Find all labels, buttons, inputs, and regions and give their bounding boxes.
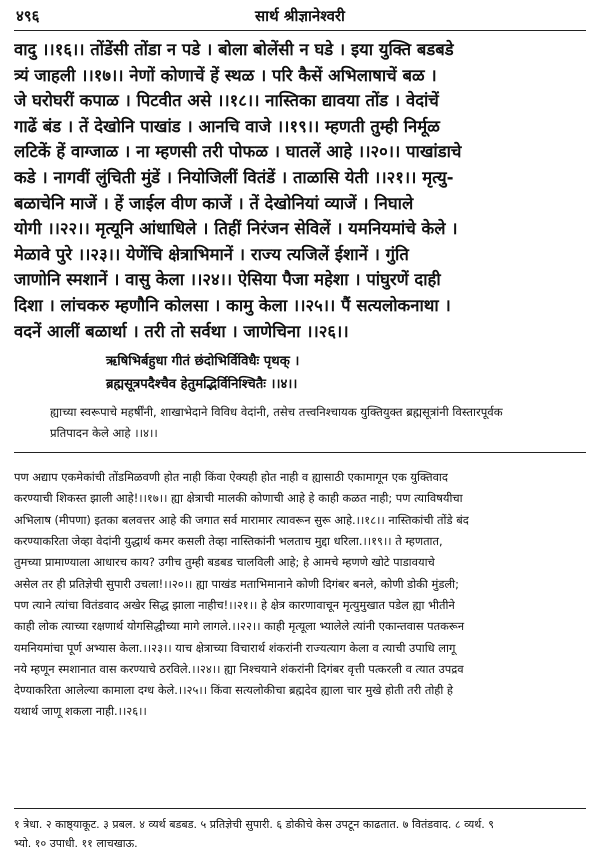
verse-line: कडे । नागवीं लुंचिती मुंडें । नियोजिलीं वितंडें । ताळासि येती ।।२१।। मृत्यु- xyxy=(14,167,454,187)
sanskrit-shloka xyxy=(106,350,586,396)
commentary-line: यथार्थ जाणू शकला नाही.।।२६।। xyxy=(14,704,147,719)
section-divider xyxy=(14,452,586,453)
shloka-line: ब्रह्मसूत्रपदैश्चैव हेतुमद्भिर्विनिश्चितैः ।।४।। xyxy=(106,377,298,393)
verse-line: जे घरोघरीं कपाळ । पिटवीत असे ।।१८।। नास्तिका द्यावया तोंड । वेदांचें xyxy=(14,91,439,111)
commentary-line: अभिलाष (मीपणा) इतका बलवत्तर आहे की जगात सर्व मारामार त्यावरून सुरू आहे.।।१८।। नास्तिकांची तोंडे बंद xyxy=(14,512,469,527)
commentary-line: करण्याकरिता जेव्हा वेदांनी युद्धार्थ कमर कसली तेव्हा नास्तिकांनी भलताच मुद्दा धरिला.।।१९।। ते म्हणतात, xyxy=(14,534,443,549)
shloka-translation xyxy=(50,402,586,444)
verse-line: मेळावे पुरे ।।२३।। येणेंचि क्षेत्राभिमानें । राज्य त्यजिलें ईशानें । गुंति xyxy=(14,244,409,264)
page-header xyxy=(14,0,586,31)
commentary-line: पण त्याने त्यांचा वितंडवाद अखेर सिद्ध झाला नाहीच!।।२१।। हे क्षेत्र कारणावाचून मृत्युमुखात पडेल ह्या भीतीने xyxy=(14,597,455,612)
verse-line: जाणोनि स्मशानें । वासु केला ।।२४।। ऐसिया पैजा महेशा । पांघुरणें दाही xyxy=(14,270,441,290)
footnote-line: भ्यो. १० उपाधी. ११ लाचखाऊ. xyxy=(14,837,138,850)
verse-line: गाढें बंड । तें देखोनि पाखांड । आनचि वाजे ।।१९।। म्हणती तुम्ही निर्मूळ xyxy=(14,116,440,136)
verse-line: योगी ।।२२।। मृत्यूनि आंधाधिले । तिहीं निरंजन सेविलें । यमनियमांचे केले । xyxy=(14,219,458,239)
verse-line: दिशा । लांचकरु म्हणौनि कोलसा । कामु केला ।।२५।। पैं सत्यलोकनाथा । xyxy=(14,295,451,315)
footnotes xyxy=(14,808,586,853)
footnote-line: १ त्रेधा. २ काष्ठ्याकूट. ३ प्रबल. ४ व्यर्थ बडबड. ५ प्रतिज्ञेची सुपारी. ६ डोकीचे केस उपटून काढतात. ७ वितंडवाद. ८ व्यर्थ. ९ xyxy=(14,818,495,831)
commentary-line: यमनियमांचा पूर्ण अभ्यास केला.।।२३।। याच क्षेत्राच्या विचारार्थ शंकरांनी राज्यत्याग केला व त्याची उपाधि लागू xyxy=(14,640,456,655)
verse-line: त्र्यं जाहली ।।१७।। नेणों कोणाचें हें स्थळ । परि कैसें अभिलाषाचें बळ । xyxy=(14,65,437,85)
shloka-line: ऋषिभिर्बहुधा गीतं छंदोभिर्विविधैः पृथक् । xyxy=(106,354,300,370)
commentary-line: तुमच्या प्रामाण्याला आधारच काय? उगीच तुम्ही बडबड चालविली आहे; हे आमचे म्हणणे खोटे पाडावयाचे xyxy=(14,555,435,570)
translation-line: ह्याच्या स्वरूपाचे महर्षींनी, शाखाभेदाने विविध वेदांनी, तसेच तत्त्वनिश्चायक युक्तियुक्त ब्रह्मसूत्रांनी विस्तारपूर्वक xyxy=(50,405,503,420)
commentary-line: करण्याची शिकस्त झाली आहे!।।१७।। ह्या क्षेत्राची मालकी कोणाची आहे हे काही कळत नाही; पण त्याविषयीचा xyxy=(14,491,463,506)
commentary-line: नये म्हणून स्मशानात वास करण्याचे ठरविले.।।२४।। ह्या निश्चयाने शंकरांनी दिगंबर वृत्ती पत्करली व त्यात उपद्रव xyxy=(14,661,464,676)
commentary-line: देण्याकरिता आलेल्या कामाला दग्ध केले.।।२५।। किंवा सत्यलोकीचा ब्रह्मदेव ह्याला चार मुखे होती तरी तोही हे xyxy=(14,683,453,698)
commentary-line: असेल तर ही प्रतिज्ञेची सुपारी उचला!।।२०।। ह्या पाखंड मताभिमानाने कोणी दिगंबर बनले, कोणी डोकी मुंडली; xyxy=(14,576,459,591)
commentary-block xyxy=(14,467,586,723)
commentary-line: काही लोक त्याच्या रक्षणार्थ योगसिद्धीच्या मागे लागले.।।२२।। काही मृत्यूला भ्यालेले त्यांनी एकान्तवास पतकरून xyxy=(14,619,465,634)
verse-line: लटिकें हें वाग्जाळ । ना म्हणसी तरी पोफळ । घातलें आहे ।।२०।। पाखांडाचे xyxy=(14,142,462,162)
verse-line: वदनें आलीं बळार्था । तरी तो सर्वथा । जाणेचिना ।।२६।। xyxy=(14,321,349,341)
page-number: ४९६ xyxy=(16,7,40,25)
verse-line: बळाचेनि माजें । हें जाईल वीण काजें । तें देखोनियां व्याजें । निघाले xyxy=(14,193,414,213)
commentary-line: पण अद्याप एकमेकांची तोंडमिळवणी होत नाही किंवा ऐक्यही होत नाही व ह्यासाठी एकामागून एक युक्तिवाद xyxy=(14,470,448,485)
translation-line: प्रतिपादन केले आहे ।।४।। xyxy=(50,426,158,441)
verse-block xyxy=(14,37,586,344)
verse-line: वादु ।।१६।। तोंडेंसी तोंडा न पडे । बोला बोलेंसी न घडे । इया युक्ति बडबडे xyxy=(14,40,454,59)
running-title: सार्थ श्रीज्ञानेश्वरी xyxy=(255,7,345,25)
